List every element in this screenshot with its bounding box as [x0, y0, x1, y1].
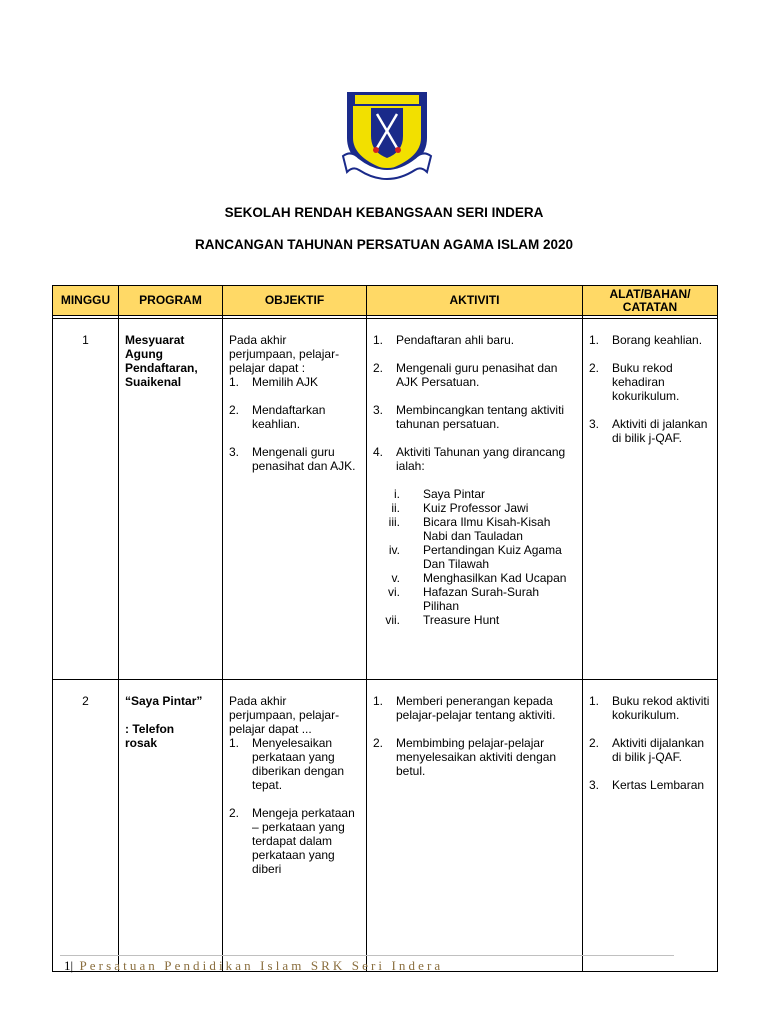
item-text: Menyelesaikan perkataan yang diberikan dengan tepat.: [252, 736, 345, 792]
item-text: Mengenali guru penasihat dan AJK Persatuan.: [396, 361, 558, 389]
list-item: [229, 403, 362, 431]
item-number: 2.: [229, 403, 240, 417]
alat-list: [589, 694, 713, 792]
header-aktiviti: AKTIVITI: [367, 286, 583, 316]
page-number: 1: [64, 958, 71, 973]
item-text: Memberi penerangan kepada pelajar-pelajar tentang aktiviti.: [396, 694, 556, 722]
list-item: [373, 613, 578, 627]
table-header-row: [53, 286, 718, 316]
intro-line: Pada akhir: [229, 333, 287, 347]
program-line: Pendaftaran,: [125, 361, 198, 375]
list-item: [589, 361, 713, 403]
item-number: iv.: [388, 543, 400, 557]
item-number: vii.: [385, 613, 400, 627]
cell-minggu: 2: [53, 680, 119, 972]
item-text: Buku rekod kehadiran kokurikulum.: [612, 361, 680, 403]
plan-title: RANCANGAN TAHUNAN PERSATUAN AGAMA ISLAM 2020: [194, 237, 573, 252]
alat-list: [589, 333, 713, 445]
list-item: [229, 736, 362, 792]
list-item: [373, 736, 578, 778]
program-line: Suaikenal: [125, 375, 182, 389]
list-item: [589, 778, 713, 792]
item-text: Buku rekod aktiviti kokurikulum.: [612, 694, 710, 722]
item-text: Pendaftaran ahli baru.: [396, 333, 515, 347]
objektif-list: [229, 375, 362, 473]
annual-plan-table: [52, 285, 718, 972]
item-text: Mengeja perkataan – perkataan yang terdapat dalam perkataan yang diberi: [252, 806, 355, 876]
list-item: [589, 736, 713, 764]
item-text: Bicara Ilmu Kisah-Kisah Nabi dan Tauladan: [423, 515, 551, 543]
item-text: Mengenali guru penasihat dan AJK.: [252, 445, 356, 473]
aktiviti-list: [373, 694, 578, 778]
item-number: 1.: [589, 333, 600, 347]
aktiviti-list: [373, 333, 578, 473]
objektif-intro: [229, 694, 362, 736]
item-text: Membincangkan tentang aktiviti tahunan persatuan.: [396, 403, 565, 431]
item-text: Memilih AJK: [252, 375, 319, 389]
header-alat-line1: ALAT/BAHAN/: [609, 286, 691, 301]
list-item: [373, 361, 578, 389]
item-number: 1.: [373, 333, 384, 347]
footer-text: Persatuan Pendidikan Islam SRK Seri Indera: [79, 958, 444, 973]
item-number: 3.: [589, 417, 600, 431]
list-item: [373, 515, 578, 543]
item-text: Hafazan Surah-Surah Pilihan: [423, 585, 540, 613]
item-number: 3.: [229, 445, 240, 459]
cell-objektif: [223, 680, 367, 972]
item-number: 4.: [373, 445, 384, 459]
cell-program: [119, 680, 223, 972]
list-item: [373, 445, 578, 473]
item-number: i.: [394, 487, 400, 501]
item-number: 2.: [229, 806, 240, 820]
list-item: [229, 445, 362, 473]
cell-objektif: [223, 319, 367, 680]
list-item: [373, 501, 578, 515]
item-text: Pertandingan Kuiz Agama Dan Tilawah: [423, 543, 562, 571]
item-text: Saya Pintar: [423, 487, 486, 501]
school-name: SEKOLAH RENDAH KEBANGSAAN SERI INDERA: [224, 205, 544, 220]
list-item: [373, 571, 578, 585]
intro-line: perjumpaan, pelajar-: [229, 708, 340, 722]
item-text: Kertas Lembaran: [612, 778, 705, 792]
cell-alat: [583, 319, 718, 680]
footer-divider: [60, 955, 674, 956]
item-number: 2.: [589, 736, 600, 750]
item-text: Treasure Hunt: [423, 613, 500, 627]
list-item: [373, 585, 578, 613]
item-number: 1.: [373, 694, 384, 708]
program-line: Mesyuarat: [125, 333, 185, 347]
header-alat: [583, 286, 718, 316]
list-item: [229, 806, 362, 876]
item-number: 2.: [373, 361, 384, 375]
list-item: [373, 543, 578, 571]
item-text: Borang keahlian.: [612, 333, 703, 347]
table-row: [53, 319, 718, 680]
item-number: 1.: [589, 694, 600, 708]
list-item: [373, 333, 578, 347]
program-line: Agung: [125, 347, 163, 361]
item-number: 2.: [373, 736, 384, 750]
list-item: [589, 333, 713, 347]
aktiviti-sub-list: [373, 487, 578, 627]
list-item: [373, 487, 578, 501]
item-number: 3.: [373, 403, 384, 417]
school-crest-logo: [341, 86, 433, 186]
objektif-list: [229, 736, 362, 876]
item-number: ii.: [391, 501, 400, 515]
cell-program: [119, 319, 223, 680]
intro-line: perjumpaan, pelajar-: [229, 347, 340, 361]
item-number: 2.: [589, 361, 600, 375]
intro-line: pelajar dapat ...: [229, 722, 312, 736]
list-item: [589, 417, 713, 445]
item-text: Aktiviti dijalankan di bilik j-QAF.: [612, 736, 705, 764]
item-text: Menghasilkan Kad Ucapan: [423, 571, 567, 585]
item-number: 1.: [229, 736, 240, 750]
header-minggu: MINGGU: [53, 286, 119, 316]
intro-line: pelajar dapat :: [229, 361, 306, 375]
program-line: rosak: [125, 736, 158, 750]
cell-aktiviti: [367, 319, 583, 680]
item-number: v.: [391, 571, 400, 585]
item-text: Aktiviti Tahunan yang dirancang ialah:: [396, 445, 566, 473]
list-item: [589, 694, 713, 722]
list-item: [373, 403, 578, 431]
item-number: 1.: [229, 375, 240, 389]
item-text: Membimbing pelajar-pelajar menyelesaikan aktiviti dengan betul.: [396, 736, 557, 778]
item-text: Mendaftarkan keahlian.: [252, 403, 326, 431]
item-text: Kuiz Professor Jawi: [423, 501, 529, 515]
footer-separator: |: [70, 958, 74, 973]
item-number: vi.: [388, 585, 400, 599]
table-row: [53, 680, 718, 972]
cell-alat: [583, 680, 718, 972]
objektif-intro: [229, 333, 362, 375]
item-number: 3.: [589, 778, 600, 792]
program-title: “Saya Pintar”: [125, 694, 203, 708]
list-item: [373, 694, 578, 722]
cell-aktiviti: [367, 680, 583, 972]
program-line: : Telefon: [125, 722, 175, 736]
intro-line: Pada akhir: [229, 694, 287, 708]
list-item: [229, 375, 362, 389]
header-objektif: OBJEKTIF: [223, 286, 367, 316]
cell-minggu: 1: [53, 319, 119, 680]
item-number: iii.: [388, 515, 400, 529]
header-alat-line2: CATATAN: [622, 299, 678, 314]
header-program: PROGRAM: [119, 286, 223, 316]
item-text: Aktiviti di jalankan di bilik j-QAF.: [612, 417, 708, 445]
page-footer: [64, 958, 443, 974]
